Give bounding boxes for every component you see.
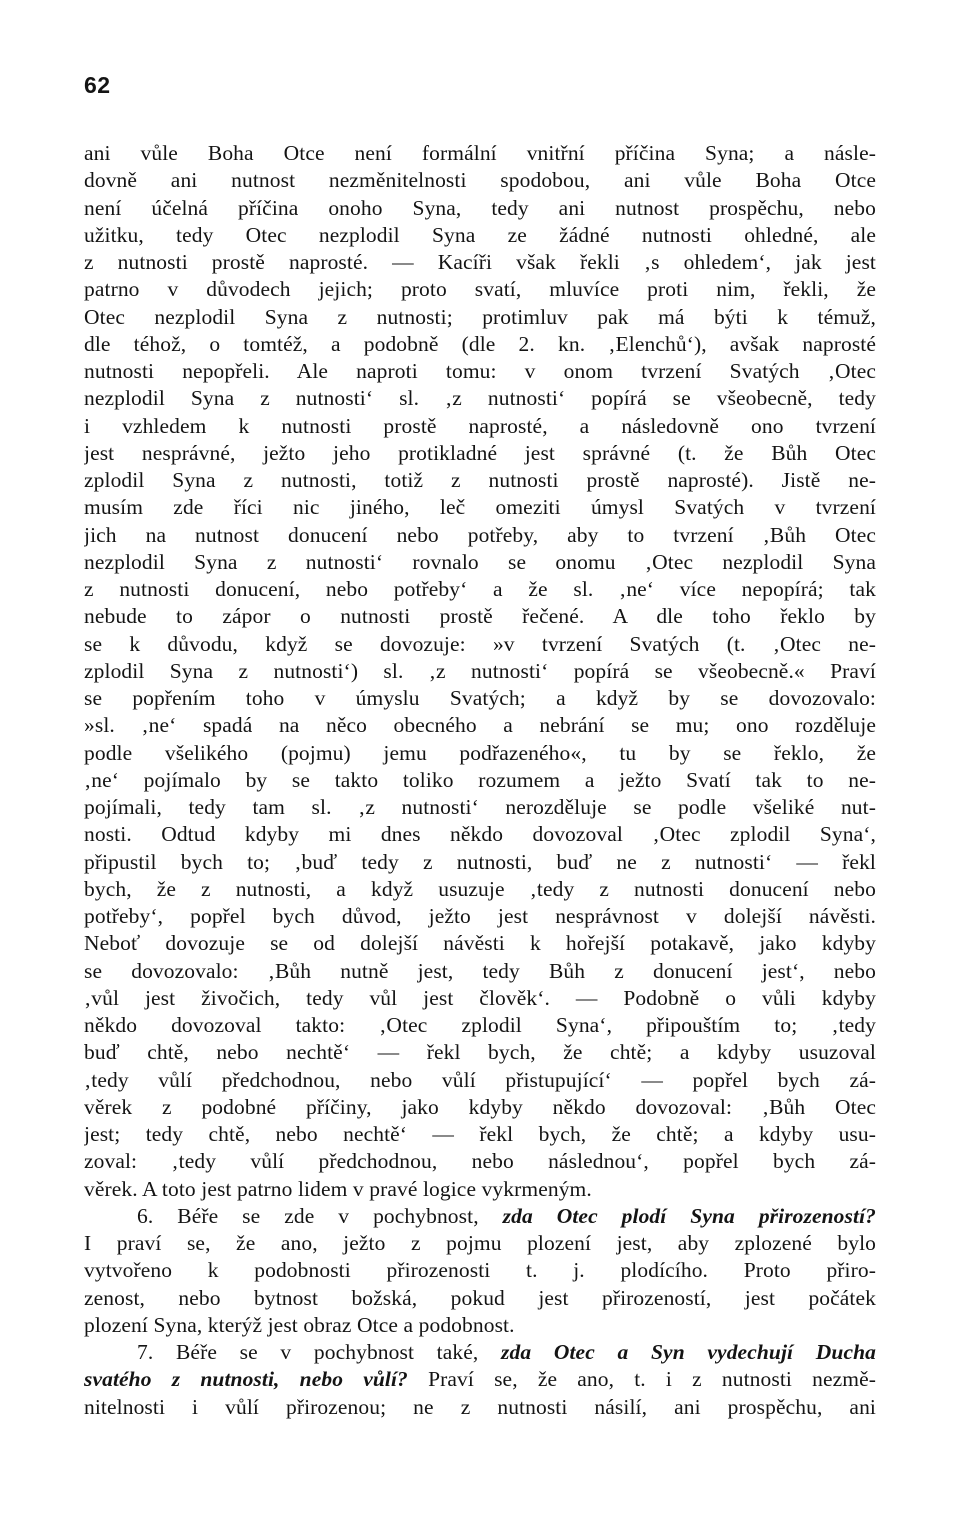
text-line: nosti. Odtud kdyby mi dnes někdo dovozoval ‚Otec zplodil Syna‘, xyxy=(84,822,876,847)
text-line: ‚ne‘ pojímalo by se takto toliko rozumem a ježto Svatí tak to ne- xyxy=(84,767,876,792)
text-line: nutnosti nepopřeli. Ale naproti tomu: v onom tvrzení Svatých ‚Otec xyxy=(84,359,876,383)
text-line: nezplodil Syna z nutnosti‘ rovnalo se onomu ‚Otec nezplodil Syna xyxy=(84,549,876,574)
text-line: není účelná příčina onoho Syna, tedy ani nutnost prospěchu, nebo xyxy=(84,195,876,220)
text-line: jest; tedy chtě, nebo nechtě‘ — řekl bych, že chtě; a kdyby usu- xyxy=(84,1122,876,1146)
text-line: nitelnosti i vůlí přirozenou; ne z nutnosti násilí, ani prospěchu, ani xyxy=(84,1394,876,1419)
text-line: dle téhož, o tomtéž, a podobně (dle 2. kn. ‚Elenchů‘), avšak naprosté xyxy=(84,331,876,356)
paragraph-end-line: věrek. A toto jest patrno lidem v pravé logice vykrmeným. xyxy=(84,1176,592,1201)
text-line: patrno v důvodech jejich; proto svatí, mluvíce proti nim, řekli, že xyxy=(84,277,876,302)
text-line: se popřením toho v úmyslu Svatých; a když by se dovozovalo: xyxy=(84,686,876,710)
text-line: pojímali, tedy tam sl. ‚z nutnosti‘ nerozděluje se podle všeliké nut- xyxy=(84,795,876,819)
text-line: vytvořeno k podobnosti přirozenosti t. j. plodícího. Proto přiro- xyxy=(84,1258,876,1283)
text-line: užitku, tedy Otec nezplodil Syna ze žádné nutnosti ohledné, ale xyxy=(84,222,876,247)
text-line: připustil bych to; ‚buď tedy z nutnosti, buď ne z nutnosti‘ — řekl xyxy=(84,849,876,874)
text-line: ani vůle Boha Otce není formální vnitřní příčina Syna; a násle- xyxy=(84,141,876,165)
paragraph-7-answer: Praví se, že ano, t. i z nutnosti nezmě- xyxy=(407,1367,876,1392)
text-line: podle všelikého (pojmu) jemu podřazeného«, tu by se řeklo, že xyxy=(84,740,876,765)
text-line: nezplodil Syna z nutnosti‘ sl. ‚z nutnosti‘ popírá se všeobecně, tedy xyxy=(84,386,876,411)
text-line: Neboť dovozuje se od dolejší návěsti k hořejší potakavě, jako kdyby xyxy=(84,931,876,956)
text-line: někdo dovozoval takto: ‚Otec zplodil Syna‘, připouštím to; ‚tedy xyxy=(84,1013,876,1037)
text-line: buď chtě, nebo nechtě‘ — řekl bych, že chtě; a kdyby usuzoval xyxy=(84,1040,876,1065)
paragraph-7-question-end: svatého z nutnosti, nebo vůlí? xyxy=(84,1367,408,1392)
text-line: dovně ani nutnost nezměnitelnosti spodobou, ani vůle Boha Otce xyxy=(84,168,876,193)
text-line: zplodil Syna z nutnosti, totiž z nutnosti prostě naprosté). Jistě ne- xyxy=(84,468,876,492)
text-line: věrek z podobné příčiny, jako kdyby někdo dovozoval: ‚Bůh Otec xyxy=(84,1094,876,1119)
text-line: jest nesprávné, ježto jeho protikladné jest správné (t. že Bůh Otec xyxy=(84,440,876,465)
paragraph-7-first-line xyxy=(84,1339,876,1366)
paragraph-6-question: zda Otec plodí Syna přirozeností? xyxy=(502,1203,876,1228)
text-line: ‚vůl jest živočich, tedy vůl jest člověk‘. — Podobně o vůli kdyby xyxy=(84,985,876,1010)
text-line: ‚tedy vůlí předchodnou, nebo vůlí přistupující‘ — popřel bych zá- xyxy=(84,1067,876,1092)
text-line: bych, že z nutnosti, a když usuzuje ‚tedy z nutnosti donucení nebo xyxy=(84,876,876,901)
paragraph-7-lead: 7. Béře se v pochybnost také, xyxy=(137,1340,502,1364)
paragraph-end-line: plození Syna, kterýž jest obraz Otce a podobnost. xyxy=(84,1312,515,1337)
text-line: nebude to zápor o nutnosti prostě řečené. A dle toho řeklo by xyxy=(84,604,876,629)
text-line: se dovozovalo: ‚Bůh nutně jest, tedy Bůh z donucení jest‘, nebo xyxy=(84,958,876,983)
text-line: Otec nezplodil Syna z nutnosti; protimluv pak má býti k témuž, xyxy=(84,304,876,329)
text-line: z nutnosti prostě naprosté. — Kacíři však řekli ‚s ohledem‘, jak jest xyxy=(84,250,876,274)
text-line: zenost, nebo bytnost božská, pokud jest přirozeností, jest počátek xyxy=(84,1285,876,1310)
paragraph-7-question-start: zda Otec a Syn vydechují Ducha xyxy=(501,1340,876,1364)
text-line: potřeby‘, popřel bych důvod, ježto jest nesprávnost v dolejší návěsti. xyxy=(84,904,876,928)
text-line: zplodil Syna z nutnosti‘) sl. ‚z nutnosti‘ popírá se všeobecně.« Praví xyxy=(84,658,876,683)
body-text xyxy=(84,140,876,1421)
text-line: zoval: ‚tedy vůlí předchodnou, nebo následnou‘, popřel bych zá- xyxy=(84,1149,876,1174)
paragraph-7-second-line xyxy=(84,1366,876,1393)
page-number: 62 xyxy=(84,72,111,98)
text-line: z nutnosti donucení, nebo potřeby‘ a že sl. ‚ne‘ více nepopírá; tak xyxy=(84,577,876,601)
paragraph-6-lead: 6. Béře se zde v pochybnost, xyxy=(137,1203,503,1228)
text-line: se k důvodu, když se dovozuje: »v tvrzení Svatých (t. ‚Otec ne- xyxy=(84,631,876,656)
text-line: I praví se, že ano, ježto z pojmu plození jest, aby zplozené bylo xyxy=(84,1231,876,1255)
text-line: i vzhledem k nutnosti prostě naprosté, a následovně ono tvrzení xyxy=(84,413,876,438)
text-line: musím zde říci nic jiného, leč omeziti úmysl Svatých v tvrzení xyxy=(84,495,876,520)
text-line: »sl. ‚ne‘ spadá na něco obecného a nebrání se mu; ono rozděluje xyxy=(84,713,876,738)
paragraph-6-first-line xyxy=(84,1203,876,1230)
text-line: jich na nutnost donucení nebo potřeby, aby to tvrzení ‚Bůh Otec xyxy=(84,522,876,547)
